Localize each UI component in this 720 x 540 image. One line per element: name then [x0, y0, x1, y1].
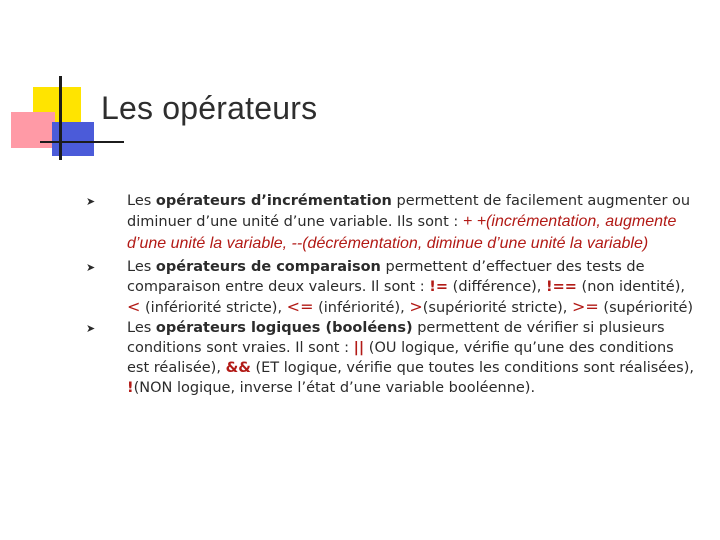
operator-token: >= [572, 297, 599, 316]
decor-vertical-line [59, 76, 62, 160]
bullet-text: (OU logique, vérifie qu’une des conditions est réalisée), [127, 340, 674, 376]
bullet-item-increment [86, 191, 698, 255]
operator-token: !== [546, 279, 577, 295]
operator-token: <= [286, 297, 314, 316]
bullet-text: (différence), [448, 279, 546, 295]
arrowhead-bullet-icon: ➤ [86, 195, 96, 208]
operator-token: < [127, 297, 141, 316]
operator-token: != [429, 279, 449, 295]
bullet-item-logical [86, 318, 698, 398]
arrowhead-bullet-icon: ➤ [86, 261, 96, 274]
bullet-item-comparison [86, 257, 698, 318]
slide-title: Les opérateurs [101, 90, 318, 126]
bullet-text: (non identité), [576, 279, 685, 295]
bullet-text: (supériorité stricte), [422, 300, 573, 316]
operator-token: > [409, 297, 423, 316]
operator-token: || [353, 340, 365, 356]
bullet-text: (infériorité), [313, 300, 410, 316]
bullet-bold-term: opérateurs logiques (booléens) [155, 320, 413, 336]
decor-horizontal-line [40, 141, 124, 143]
bullet-text: Les [127, 320, 156, 336]
operator-token: ! [127, 380, 134, 396]
operator-token: && [225, 360, 251, 376]
bullet-text: permettent de facilement augmenter ou diminuer d’une unité d’une variable. Ils sont : [127, 193, 691, 230]
bullet-text: (infériorité stricte), [140, 300, 287, 316]
bullet-bold-term: opérateurs de comparaison [155, 259, 381, 275]
bullet-text: (ET logique, vérifie que toutes les conditions sont réalisées), [250, 360, 694, 376]
bullet-text: permettent d’effectuer des tests de comparaison entre deux valeurs. Il sont : [127, 259, 645, 295]
bullet-text: Les [127, 259, 156, 275]
bullet-text: (NON logique, inverse l’état d’une variable booléenne). [133, 380, 536, 396]
bullet-list [86, 191, 698, 398]
arrowhead-bullet-icon: ➤ [86, 322, 96, 335]
bullet-italic-operators: + +(incrémentation, augmente d’une unité la variable, --(décrémentation, diminue d’une unité la variable) [127, 213, 677, 252]
bullet-text: permettent de vérifier si plusieurs conditions sont vraies. Il sont : [127, 320, 665, 356]
bullet-bold-term: opérateurs d’incrémentation [155, 193, 392, 209]
bullet-text: (supériorité) [598, 300, 694, 316]
bullet-text: Les [127, 193, 156, 209]
